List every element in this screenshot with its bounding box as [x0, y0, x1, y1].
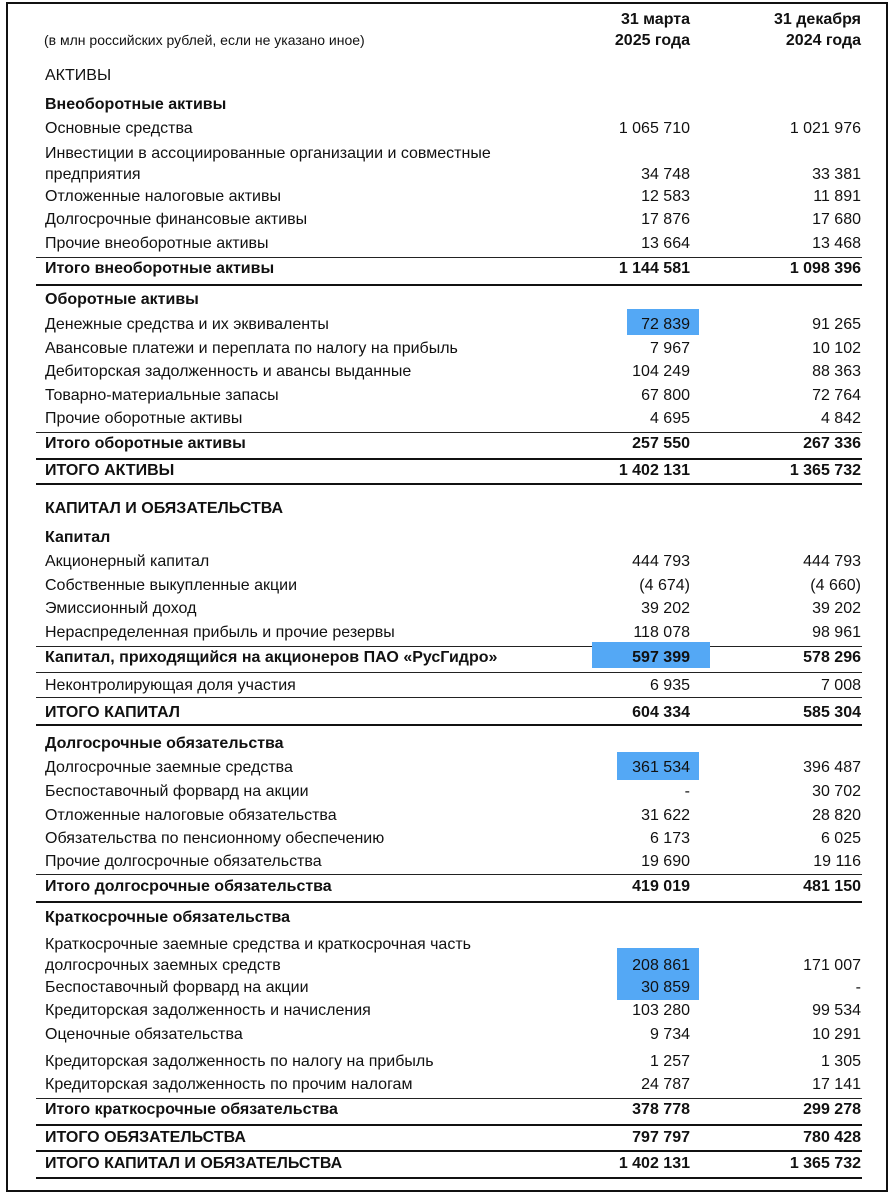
section-heading: АКТИВЫ [45, 67, 112, 84]
row-label: Беспоставочный форвард на акции [45, 783, 309, 800]
value-march-2025: 13 664 [641, 235, 690, 252]
row-separator-line [36, 432, 862, 433]
value-december-2024: 11 891 [813, 188, 861, 205]
value-december-2024: 10 291 [812, 1026, 861, 1043]
value-march-2025: 7 967 [649, 340, 690, 357]
value-march-2025: 378 778 [632, 1101, 690, 1118]
row-separator-line [36, 724, 862, 726]
row-separator-line [36, 901, 862, 903]
value-december-2024: 444 793 [803, 553, 861, 570]
value-march-2025: 12 583 [641, 188, 690, 205]
value-march-2025: 72 839 [641, 316, 690, 333]
row-label: Итого долгосрочные обязательства [45, 878, 332, 895]
value-march-2025: 1 065 710 [618, 120, 690, 137]
value-march-2025: 419 019 [632, 878, 690, 895]
value-december-2024: 1 365 732 [789, 1155, 861, 1172]
value-december-2024: 39 202 [812, 600, 861, 617]
value-december-2024: 17 141 [812, 1076, 861, 1093]
row-label: Нераспределенная прибыль и прочие резервы [45, 624, 395, 641]
value-march-2025: 67 800 [641, 387, 690, 404]
value-march-2025: 361 534 [632, 759, 690, 776]
row-label: Долгосрочные заемные средства [45, 759, 293, 776]
value-march-2025: 31 622 [641, 807, 690, 824]
value-march-2025: 444 793 [632, 553, 690, 570]
value-march-2025: 1 257 [649, 1053, 690, 1070]
value-march-2025: 4 695 [649, 410, 690, 427]
value-december-2024: 1 305 [820, 1053, 861, 1070]
value-march-2025: 797 797 [632, 1129, 690, 1146]
section-heading: КАПИТАЛ И ОБЯЗАТЕЛЬСТВА [45, 500, 284, 517]
row-separator-line [36, 284, 862, 286]
value-december-2024: 10 102 [812, 340, 861, 357]
value-december-2024: 72 764 [812, 387, 861, 404]
value-december-2024: 17 680 [812, 211, 861, 228]
row-label: Итого оборотные активы [45, 435, 246, 452]
row-label: Беспоставочный форвард на акции [45, 979, 309, 996]
value-march-2025: 6 935 [649, 677, 690, 694]
row-label: Инвестиции в ассоциированные организации и совместные [45, 145, 491, 162]
row-label: Капитал, приходящийся на акционеров ПАО «РусГидро» [45, 649, 498, 666]
value-december-2024: 91 265 [812, 316, 861, 333]
row-separator-line [36, 483, 862, 485]
value-december-2024: 33 381 [812, 166, 861, 183]
value-march-2025: 19 690 [641, 853, 690, 870]
group-heading: Долгосрочные обязательства [45, 735, 284, 752]
value-march-2025: 6 173 [649, 830, 690, 847]
row-separator-line [36, 672, 862, 673]
value-march-2025: 1 402 131 [618, 1155, 690, 1172]
value-december-2024: 1 098 396 [789, 260, 861, 277]
row-label: Оценочные обязательства [45, 1026, 243, 1043]
row-label: Кредиторская задолженность и начисления [45, 1002, 371, 1019]
row-label: Отложенные налоговые обязательства [45, 807, 337, 824]
row-separator-line [36, 697, 862, 698]
value-march-2025: 17 876 [641, 211, 690, 228]
column-header-march-2025 [615, 9, 690, 51]
row-label: Авансовые платежи и переплата по налогу на прибыль [45, 340, 458, 357]
value-march-2025: 104 249 [632, 363, 690, 380]
row-label: Акционерный капитал [45, 553, 210, 570]
row-separator-line [36, 874, 862, 875]
value-march-2025: 1 144 581 [618, 260, 690, 277]
value-december-2024: 267 336 [803, 435, 861, 452]
row-label: Кредиторская задолженность по налогу на прибыль [45, 1053, 434, 1070]
value-march-2025: 208 861 [632, 957, 690, 974]
column-header-year: 2024 года [785, 32, 861, 49]
row-label: Прочие оборотные активы [45, 410, 243, 427]
row-label: Долгосрочные финансовые активы [45, 211, 308, 228]
row-label: Обязательства по пенсионному обеспечению [45, 830, 385, 847]
row-label: Кредиторская задолженность по прочим налогам [45, 1076, 413, 1093]
value-december-2024: 19 116 [813, 853, 861, 870]
value-march-2025: 24 787 [641, 1076, 690, 1093]
group-heading: Капитал [45, 529, 111, 546]
row-label: Денежные средства и их эквиваленты [45, 316, 329, 333]
units-note: (в млн российских рублей, если не указано иное) [44, 32, 365, 48]
value-march-2025: 1 402 131 [618, 462, 690, 479]
row-label-continuation: долгосрочных заемных средств [45, 957, 281, 974]
row-label: ИТОГО АКТИВЫ [45, 462, 175, 479]
value-march-2025: 118 078 [633, 624, 690, 641]
value-december-2024: 98 961 [812, 624, 861, 641]
value-march-2025: 9 734 [649, 1026, 690, 1043]
row-label: Товарно-материальные запасы [45, 387, 279, 404]
value-december-2024: 171 007 [803, 957, 861, 974]
value-december-2024: 7 008 [820, 677, 861, 694]
value-march-2025: 30 859 [641, 979, 690, 996]
group-heading: Краткосрочные обязательства [45, 909, 291, 926]
group-heading: Оборотные активы [45, 291, 199, 308]
value-march-2025: - [684, 783, 690, 800]
row-label: ИТОГО ОБЯЗАТЕЛЬСТВА [45, 1129, 246, 1146]
value-march-2025: (4 674) [639, 577, 690, 594]
value-december-2024: 780 428 [803, 1129, 861, 1146]
row-label: Основные средства [45, 120, 193, 137]
value-december-2024: 396 487 [803, 759, 861, 776]
value-december-2024: 4 842 [820, 410, 861, 427]
value-december-2024: 299 278 [803, 1101, 861, 1118]
row-label: ИТОГО КАПИТАЛ И ОБЯЗАТЕЛЬСТВА [45, 1155, 343, 1172]
value-december-2024: 585 304 [803, 704, 861, 721]
row-separator-line [36, 1150, 862, 1152]
row-label: Неконтролирующая доля участия [45, 677, 296, 694]
row-separator-line [36, 458, 862, 460]
column-header-date: 31 декабря [774, 11, 861, 28]
value-december-2024: 1 365 732 [789, 462, 861, 479]
value-december-2024: 88 363 [812, 363, 861, 380]
row-label: ИТОГО КАПИТАЛ [45, 704, 180, 721]
row-label: Прочие внеоборотные активы [45, 235, 269, 252]
row-label: Краткосрочные заемные средства и краткосрочная часть [45, 936, 471, 953]
value-march-2025: 39 202 [641, 600, 690, 617]
value-march-2025: 257 550 [632, 435, 690, 452]
row-separator-line [36, 1124, 862, 1126]
row-label: Дебиторская задолженность и авансы выданные [45, 363, 412, 380]
row-label: Прочие долгосрочные обязательства [45, 853, 322, 870]
value-december-2024: 1 021 976 [789, 120, 861, 137]
row-label: Эмиссионный доход [45, 600, 197, 617]
value-march-2025: 597 399 [632, 649, 690, 666]
row-separator-line [36, 257, 862, 258]
value-december-2024: 13 468 [812, 235, 861, 252]
row-separator-line [36, 646, 862, 647]
value-december-2024: (4 660) [810, 577, 861, 594]
column-header-december-2024 [774, 9, 861, 51]
group-heading: Внеоборотные активы [45, 96, 227, 113]
value-december-2024: 6 025 [820, 830, 861, 847]
value-march-2025: 604 334 [632, 704, 690, 721]
value-december-2024: 481 150 [803, 878, 861, 895]
value-december-2024: 30 702 [812, 783, 861, 800]
column-header-year: 2025 года [614, 32, 690, 49]
value-march-2025: 103 280 [632, 1002, 690, 1019]
column-header-date: 31 марта [620, 11, 690, 28]
value-december-2024: 99 534 [812, 1002, 861, 1019]
value-december-2024: 28 820 [812, 807, 861, 824]
value-december-2024: - [855, 979, 861, 996]
row-label: Итого краткосрочные обязательства [45, 1101, 338, 1118]
value-march-2025: 34 748 [641, 166, 690, 183]
row-label-continuation: предприятия [45, 166, 141, 183]
row-separator-line [36, 1098, 862, 1099]
row-separator-line [36, 1177, 862, 1179]
row-label: Отложенные налоговые активы [45, 188, 281, 205]
value-december-2024: 578 296 [803, 649, 861, 666]
row-label: Собственные выкупленные акции [45, 577, 298, 594]
row-label: Итого внеоборотные активы [45, 260, 275, 277]
